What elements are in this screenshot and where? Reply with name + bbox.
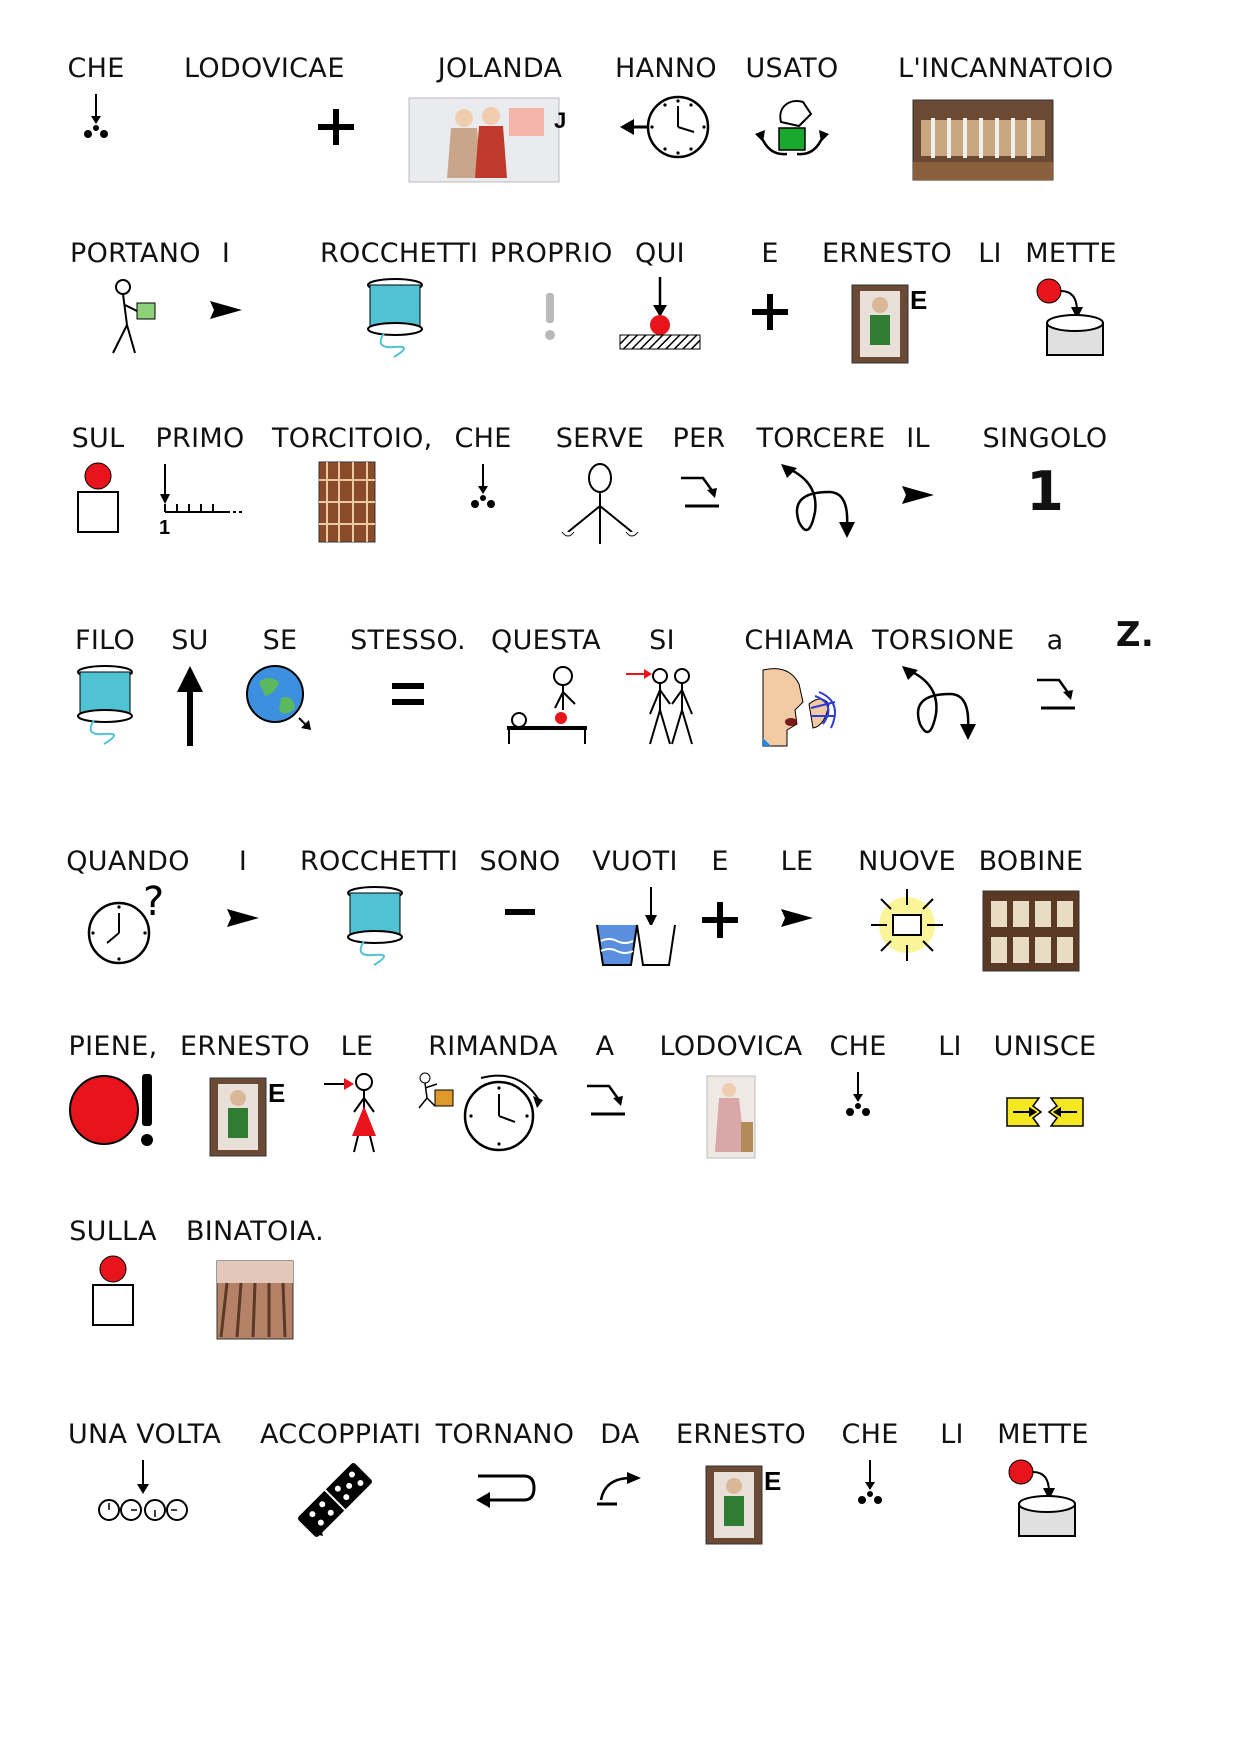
lodovica-photo <box>707 1076 755 1158</box>
word-quando <box>63 845 193 925</box>
word-label: LODOVICA <box>659 1031 803 1062</box>
word-piene <box>53 1030 173 1064</box>
spool-icon <box>344 885 406 969</box>
word-label: LODOVICA <box>184 53 328 84</box>
word-label: BINATOIA. <box>185 1216 325 1247</box>
return-arrow-icon <box>472 1470 538 1510</box>
word-sulla <box>53 1215 173 1249</box>
equals-icon <box>390 679 426 709</box>
word-se <box>240 624 320 658</box>
word-mette2 <box>988 1418 1098 1452</box>
minus-icon <box>505 907 535 917</box>
primo-number: 1 <box>159 517 171 539</box>
word-jolanda <box>420 52 580 133</box>
word-lodovica <box>184 52 328 86</box>
serve-person-icon <box>558 462 642 546</box>
che-pointer-icon <box>850 1458 890 1508</box>
word-label: CHE <box>67 53 125 84</box>
word-label: TORCERE <box>756 423 886 454</box>
word-label: QUESTA <box>491 625 601 656</box>
word-mette <box>1016 237 1126 271</box>
full-icon <box>68 1070 158 1150</box>
word-label: ERNESTO <box>180 1031 311 1062</box>
word-le <box>762 845 832 879</box>
word-label: SI <box>649 625 675 656</box>
join-icon <box>1005 1092 1085 1132</box>
here-icon <box>618 277 702 353</box>
word-li3 <box>922 1418 982 1452</box>
word-label: CHE <box>829 1031 887 1062</box>
word-una-volta <box>68 1418 222 1452</box>
word-singolo <box>980 422 1110 523</box>
word-label: JOLANDA <box>437 53 563 84</box>
word-label: CHE <box>841 1419 899 1450</box>
empty-icon <box>593 885 677 969</box>
twist-icon <box>779 462 863 546</box>
article-pointer-icon <box>779 907 815 929</box>
word-vuoti <box>580 845 690 879</box>
word-il <box>888 422 948 456</box>
che-pointer-icon <box>838 1070 878 1120</box>
first-icon <box>155 462 245 538</box>
incannatoio-photo <box>913 100 1053 180</box>
word-che2 <box>433 422 533 456</box>
word-label: I <box>238 846 248 877</box>
ernesto-photo <box>696 1464 786 1546</box>
word-torsione <box>872 624 1015 658</box>
binatoia-photo <box>217 1261 293 1339</box>
word-e <box>306 52 366 86</box>
word-z <box>1100 615 1170 655</box>
word-label: SULLA <box>69 1216 157 1247</box>
word-label: SINGOLO <box>982 423 1108 454</box>
on-icon <box>73 462 123 538</box>
word-label: ACCOPPIATI <box>260 1419 422 1450</box>
word-che <box>36 52 156 86</box>
word-hanno <box>606 52 726 86</box>
word-sono <box>470 845 570 879</box>
exclamation-icon <box>540 277 560 347</box>
once-icon <box>93 1458 193 1528</box>
word-filo <box>45 624 165 658</box>
word-label: CHE <box>454 423 512 454</box>
word-label: PRIMO <box>155 423 245 454</box>
word-label: PIENE, <box>68 1031 158 1062</box>
word-label: E <box>761 238 779 269</box>
put-in-icon <box>1003 1458 1083 1542</box>
word-che4 <box>820 1418 920 1452</box>
word-label: QUI <box>635 238 685 269</box>
word-label: ERNESTO <box>676 1419 807 1450</box>
word-label: STESSO. <box>350 625 466 656</box>
word-label: a <box>1046 625 1064 656</box>
call-face-icon <box>759 664 839 748</box>
word-label: HANNO <box>615 53 717 84</box>
word-label: UNISCE <box>993 1031 1097 1062</box>
word-e2 <box>740 237 800 271</box>
word-tornano <box>430 1418 580 1452</box>
word-label: CHIAMA <box>744 625 854 656</box>
article-pointer-icon <box>208 299 244 321</box>
word-label: A <box>595 1031 615 1062</box>
torcitoio-photo <box>319 462 375 542</box>
word-nuove <box>842 845 972 879</box>
word-si <box>612 624 712 658</box>
word-label: LE <box>780 846 814 877</box>
word-label: TORNANO <box>435 1419 575 1450</box>
word-label: DA <box>600 1419 640 1450</box>
word-li2 <box>920 1030 980 1064</box>
coupled-dominoes-icon <box>293 1458 377 1542</box>
word-label: METTE <box>997 1419 1089 1450</box>
word-torcitoio <box>272 422 433 456</box>
word-label: USATO <box>745 53 839 84</box>
word-qui <box>620 237 700 271</box>
word-label: ERNESTO <box>822 238 953 269</box>
word-label: SE <box>262 625 298 656</box>
word-questa <box>486 624 606 658</box>
word-label: PROPRIO <box>490 238 613 269</box>
word-label: LI <box>938 1031 962 1062</box>
word-label: Z. <box>1115 615 1155 655</box>
word-bobine <box>966 845 1096 879</box>
word-label: SUL <box>71 423 125 454</box>
word-label: IL <box>906 423 930 454</box>
her-icon <box>322 1070 392 1154</box>
word-serve <box>540 422 660 456</box>
twist-icon <box>900 664 984 748</box>
word-label: FILO <box>74 625 136 656</box>
ernesto-photo <box>842 283 932 365</box>
new-shine-icon <box>867 885 947 965</box>
word-da <box>580 1418 660 1452</box>
word-label: UNA VOLTA <box>68 1419 222 1450</box>
word-label: QUANDO <box>66 846 190 877</box>
word-i <box>196 237 256 271</box>
self-people-icon <box>624 664 700 748</box>
word-label: LE <box>340 1031 374 1062</box>
word-label: SU <box>171 625 209 656</box>
jolanda-photo <box>409 98 567 182</box>
word-binatoia <box>185 1215 325 1249</box>
word-per <box>664 422 734 456</box>
word-label: ROCCHETTI <box>320 238 479 269</box>
word-label: BOBINE <box>978 846 1084 877</box>
word-label: LI <box>978 238 1002 269</box>
word-li <box>960 237 1020 271</box>
word-rocchetti <box>320 237 479 271</box>
word-label: PORTANO <box>70 238 201 269</box>
ernesto-letter: E <box>764 1466 782 1496</box>
word-rocchetti2 <box>300 845 459 879</box>
plus-icon <box>750 292 790 332</box>
plus-icon <box>700 900 740 940</box>
word-torcere <box>756 422 886 456</box>
word-label: VUOTI <box>592 846 678 877</box>
ernesto-letter: E <box>910 285 928 315</box>
word-che3 <box>808 1030 908 1064</box>
word-e3 <box>690 845 750 879</box>
word-label: TORSIONE <box>872 625 1015 656</box>
this-icon <box>501 664 591 748</box>
ernesto-letter: E <box>268 1078 286 1108</box>
word-incannatoio <box>898 52 1114 86</box>
word-label: LI <box>940 1419 964 1450</box>
past-clock-icon <box>618 92 714 162</box>
word-label: NUOVE <box>858 846 956 877</box>
word-le2 <box>322 1030 392 1064</box>
word-usato <box>732 52 852 86</box>
jolanda-letter: J <box>554 108 567 133</box>
word-label: TORCITOIO, <box>272 423 433 454</box>
word-i2 <box>213 845 273 879</box>
article-pointer-icon <box>225 907 261 929</box>
word-unisce <box>980 1030 1110 1064</box>
word-rimanda <box>428 1030 558 1064</box>
word-lodovica2 <box>656 1030 806 1064</box>
word-label: SONO <box>479 846 561 877</box>
article-pointer-icon <box>900 484 936 506</box>
put-in-icon <box>1031 277 1111 361</box>
word-accoppiati <box>260 1418 422 1452</box>
to-arrow-icon <box>583 1080 627 1120</box>
word-label: E <box>327 53 345 84</box>
word-su <box>150 624 230 658</box>
word-a2 <box>575 1030 635 1064</box>
plus-icon <box>316 107 356 147</box>
word-ernesto2 <box>180 1030 311 1108</box>
word-chiama <box>734 624 864 658</box>
che-pointer-icon <box>463 462 503 512</box>
thread-spool-icon <box>74 664 136 748</box>
word-label: METTE <box>1025 238 1117 269</box>
word-ernesto3 <box>676 1418 807 1496</box>
word-label: RIMANDA <box>428 1031 558 1062</box>
to-arrow-icon <box>1033 674 1077 714</box>
word-portano <box>70 237 201 271</box>
svg-text:?: ? <box>143 879 165 925</box>
globe-icon <box>245 664 315 734</box>
up-arrow-icon <box>175 664 205 748</box>
bobine-photo <box>983 891 1079 971</box>
word-proprio <box>490 237 613 271</box>
word-label: I <box>221 238 231 269</box>
ernesto-photo <box>200 1076 290 1158</box>
carry-person-icon <box>95 277 165 357</box>
word-label: SERVE <box>555 423 645 454</box>
for-arrow-icon <box>677 472 721 512</box>
che-pointer-icon <box>76 92 116 142</box>
send-back-icon <box>415 1070 545 1154</box>
one-icon <box>1026 462 1064 522</box>
word-label: E <box>711 846 729 877</box>
word-ernesto <box>822 237 953 315</box>
one-number: 1 <box>1026 460 1064 523</box>
word-label: PER <box>672 423 726 454</box>
word-label: L'INCANNATOIO <box>898 53 1114 84</box>
word-label: ROCCHETTI <box>300 846 459 877</box>
spool-icon <box>364 277 426 361</box>
when-clock-icon <box>83 879 173 969</box>
word-a <box>1030 624 1080 658</box>
word-primo <box>140 422 260 539</box>
on-icon <box>88 1255 138 1331</box>
word-stesso <box>348 624 468 658</box>
from-arrow-icon <box>595 1470 645 1510</box>
use-hand-icon <box>747 92 837 162</box>
